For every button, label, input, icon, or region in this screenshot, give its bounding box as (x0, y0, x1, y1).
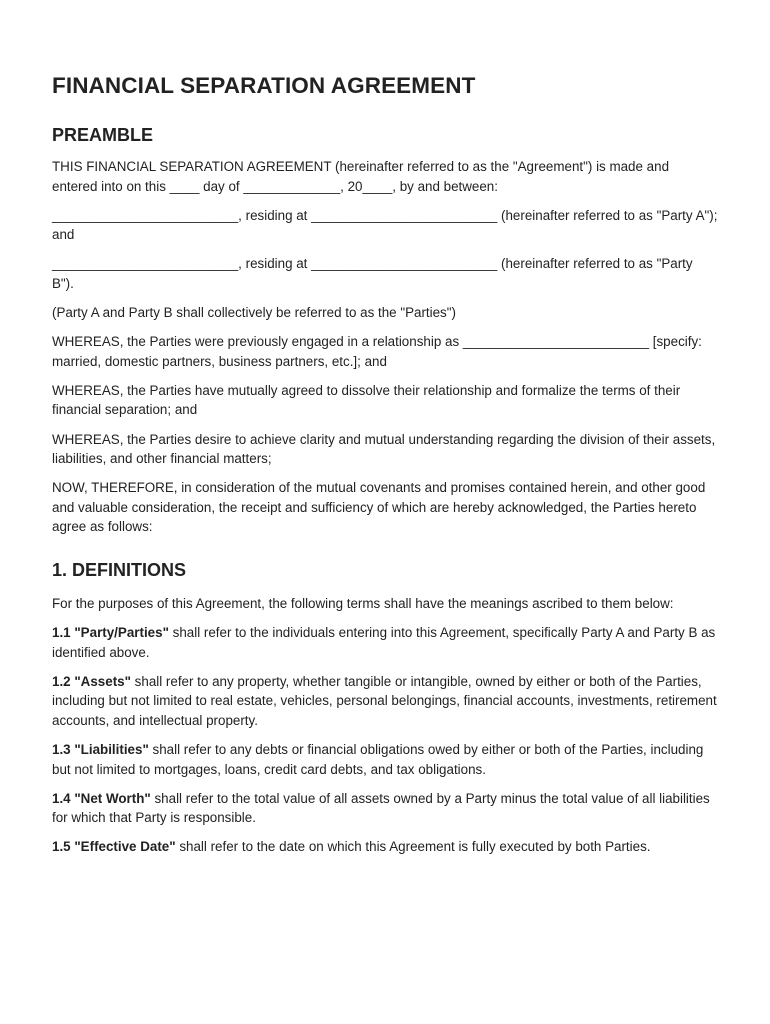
definition-text: shall refer to the date on which this Agreement is fully executed by both Parties. (175, 839, 651, 855)
preamble-paragraph-whereas-dissolve: WHEREAS, the Parties have mutually agreed to dissolve their relationship and formalize the terms of their financial separation; and (52, 382, 681, 418)
definition-text: shall refer to the individuals entering into this Agreement, specifically Party A and Party B as identified above. (52, 625, 716, 660)
definition-term: 1.2 "Assets" (52, 673, 131, 689)
definition-item (52, 623, 718, 662)
definition-text: shall refer to any property, whether tangible or intangible, owned by either or both of the Parties, including but not limited to real estate, vehicles, personal belongings, financial accounts, investments, retirement accounts, and intellectual property. (52, 673, 717, 728)
definitions-section (52, 594, 718, 857)
definitions-heading: 1. DEFINITIONS (52, 560, 187, 580)
document-title: FINANCIAL SEPARATION AGREEMENT (52, 73, 476, 98)
definition-term: 1.3 "Liabilities" (52, 742, 149, 758)
definitions-intro: For the purposes of this Agreement, the following terms shall have the meanings ascribed to them below: (52, 596, 674, 611)
definition-text: shall refer to any debts or financial obligations owed by either or both of the Parties, including but not limited to mortgages, loans, credit card debts, and tax obligations. (52, 742, 704, 777)
preamble-heading: PREAMBLE (52, 125, 154, 145)
preamble-paragraph-now-therefore: NOW, THEREFORE, in consideration of the mutual covenants and promises contained herein, and other good and valuable consideration, the receipt and sufficiency of which are hereby acknowledged, the Parties hereto agree as follows: (52, 480, 706, 535)
definition-item (52, 789, 718, 828)
definition-term: 1.1 "Party/Parties" (52, 625, 169, 641)
preamble-paragraph-parties: (Party A and Party B shall collectively be referred to as the "Parties") (52, 305, 456, 321)
preamble-paragraph-intro: THIS FINANCIAL SEPARATION AGREEMENT (hereinafter referred to as the "Agreement") is made and entered into on this ____ day of _____________, 20____, by and between: (52, 159, 670, 194)
definition-item (52, 837, 718, 857)
definition-term: 1.5 "Effective Date" (52, 839, 176, 855)
definition-item (52, 672, 718, 731)
preamble-paragraph-whereas-relationship: WHEREAS, the Parties were previously engaged in a relationship as _________________________ [specify: married, domestic partners, business partners, etc.]; and (52, 334, 702, 369)
definition-item (52, 740, 718, 779)
definition-term: 1.4 "Net Worth" (52, 790, 151, 806)
preamble-paragraph-party-a: _________________________, residing at _________________________ (hereinafter referred to as "Party A"); and (52, 207, 718, 243)
definition-text: shall refer to the total value of all assets owned by a Party minus the total value of all liabilities for which that Party is responsible. (52, 790, 710, 826)
preamble-paragraph-party-b: _________________________, residing at _________________________ (hereinafter referred to as "Party B"). (52, 256, 693, 291)
preamble-section (52, 157, 718, 537)
preamble-paragraph-whereas-clarity: WHEREAS, the Parties desire to achieve clarity and mutual understanding regarding the division of their assets, liabilities, and other financial matters; (52, 431, 716, 467)
